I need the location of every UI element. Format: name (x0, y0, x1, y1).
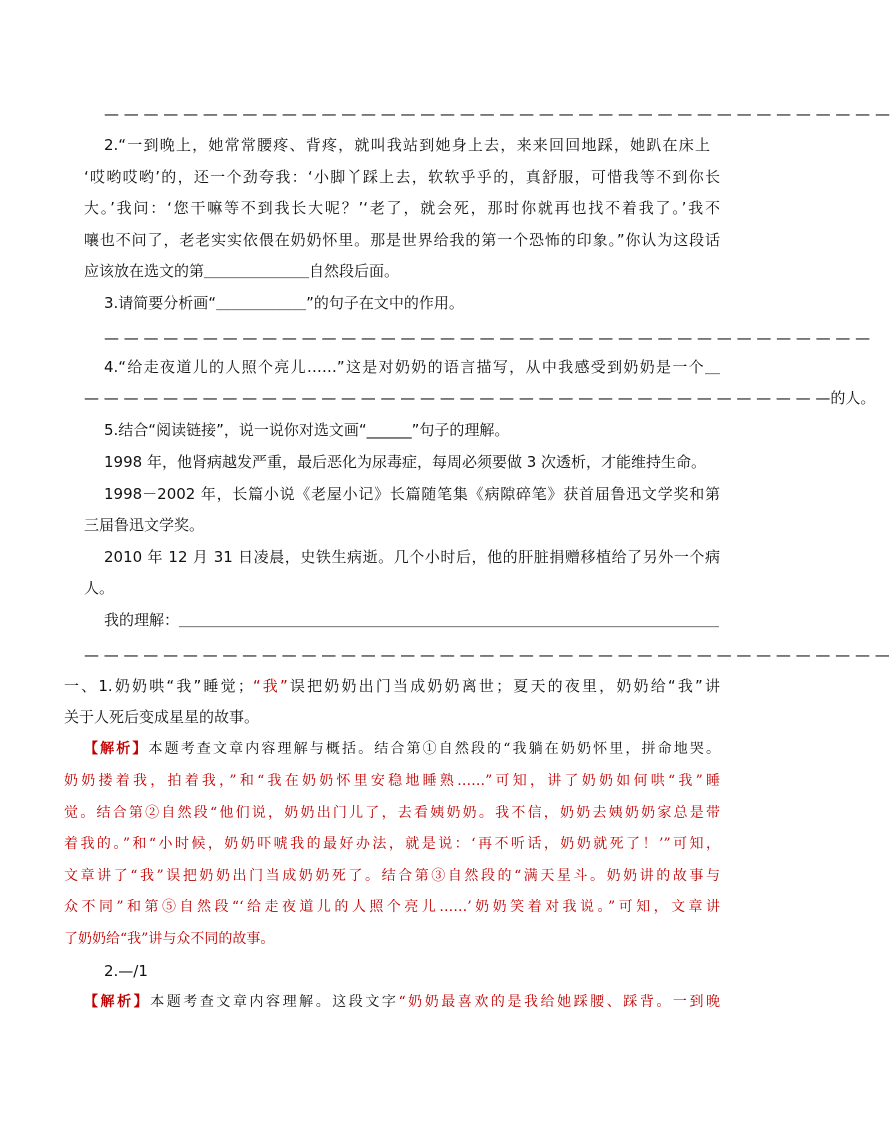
reading-link-text: 1998－2002 年，长篇小说《老屋小记》长篇随笔集《病隙碎笔》获首届鲁迅文学奖和第 (104, 485, 720, 503)
question-2-blank-line: 应该放在选文的第＿＿＿＿＿＿＿自然段后面。 (84, 262, 400, 280)
explanation-text: 本题考查文章内容理解与概括。结合第①自然段的“我躺在奶奶怀里，拼命地哭。 (148, 741, 721, 757)
explanation-quote: “奶奶最喜欢的是我给她踩腰、踩背。一到晚 (398, 994, 721, 1010)
explanation-text: 本题考查文章内容理解。这段文字 (150, 994, 399, 1010)
answer-line: — — — — — — — — — — — — — — — — — — — — — — — — — — — — — — — — — — — — — —的人。 (84, 389, 876, 407)
question-2-text: 2.“一到晚上，她常常腰疼、背疼，就叫我站到她身上去，来来回回地踩，她趴在床上 (104, 136, 710, 154)
explanation-1-line: 了奶奶给“我”讲与众不同的故事。 (64, 931, 275, 947)
question-3-text: 3.请简要分析画“＿＿＿＿＿＿”的句子在文中的作用。 (104, 294, 464, 312)
explanation-1-line: 文章讲了“我”误把奶奶出门当成奶奶死了。结合第③自然段的“满天星斗。奶奶讲的故事与 (64, 868, 720, 884)
explanation-1-line: 觉。结合第②自然段“他们说，奶奶出门儿了，去看姨奶奶。我不信，奶奶去姨奶奶家总是带 (64, 805, 720, 821)
answer-1-highlight: “我” (252, 677, 288, 695)
answer-line: — — — — — — — — — — — — — — — — — — — — — — — — — — — — — — — — — — — — — — — (104, 329, 871, 347)
explanation-1-line: 着我的。”和“小时候，奶奶吓唬我的最好办法，就是说：‘再不听话，奶奶就死了！’”可知， (64, 836, 720, 852)
explanation-2-line (84, 992, 720, 1012)
explanation-1-line: 奶奶搂着我，拍着我，”和“我在奶奶怀里安稳地睡熟……”可知，讲了奶奶如何哄“我”睡 (64, 773, 720, 789)
reading-link-text: 人。 (84, 579, 115, 597)
answer-line: — — — — — — — — — — — — — — — — — — — — — — — — — — — — — — — — — — — — — — — — (104, 105, 890, 123)
question-2-text: ‘哎哟哎哟’的，还一个劲夸我：‘小脚丫踩上去，软软乎乎的，真舒服，可惜我等不到你长 (84, 168, 720, 186)
explanation-1-line (84, 739, 720, 759)
question-4-text: 4.“给走夜道儿的人照个亮儿……”这是对奶奶的语言描写，从中我感受到奶奶是一个＿ (104, 358, 720, 376)
reading-link-text: 1998 年，他肾病越发严重，最后恶化为尿毒症，每周必须要做 3 次透析，才能维持生命。 (104, 453, 707, 471)
question-5-text: 5.结合“阅读链接”，说一说你对选文画“______”句子的理解。 (104, 421, 510, 439)
answer-1-line: 关于人死后变成星星的故事。 (64, 708, 260, 726)
question-2-text: 大。’我问：‘您干嘛等不到我长大呢？’‘老了，就会死，那时你就再也找不着我了。’我不 (84, 199, 720, 217)
explanation-tag: 【解析】 (84, 994, 151, 1010)
explanation-tag: 【解析】 (84, 741, 149, 757)
question-2-text: 嚷也不问了，老老实实依偎在奶奶怀里。那是世界给我的第一个恐怖的印象。”你认为这段话 (84, 231, 720, 249)
answer-2-line: 2.—/1 (104, 962, 148, 980)
answer-1-part: 误把奶奶出门当成奶奶离世；夏天的夜里，奶奶给“我”讲 (287, 677, 720, 695)
answer-1-part: 一、1.奶奶哄“我”睡觉； (64, 677, 253, 695)
reading-link-text: 2010 年 12 月 31 日凌晨，史铁生病逝。几个小时后，他的肝脏捐赠移植给了另外一个病 (104, 548, 720, 566)
reading-link-text: 三届鲁迅文学奖。 (84, 516, 205, 534)
answer-line: — — — — — — — — — — — — — — — — — — — — — — — — — — — — — — — — — — — — — — — — — (84, 646, 890, 664)
explanation-1-line: 众不同”和第⑤自然段“‘给走夜道儿的人照个亮儿……’奶奶笑着对我说。”可知，文章讲 (64, 899, 720, 915)
my-understanding-line: 我的理解：＿＿＿＿＿＿＿＿＿＿＿＿＿＿＿＿＿＿＿＿＿＿＿＿＿＿＿＿＿＿＿＿＿＿＿＿ (104, 611, 720, 629)
answer-1-line (64, 676, 720, 696)
